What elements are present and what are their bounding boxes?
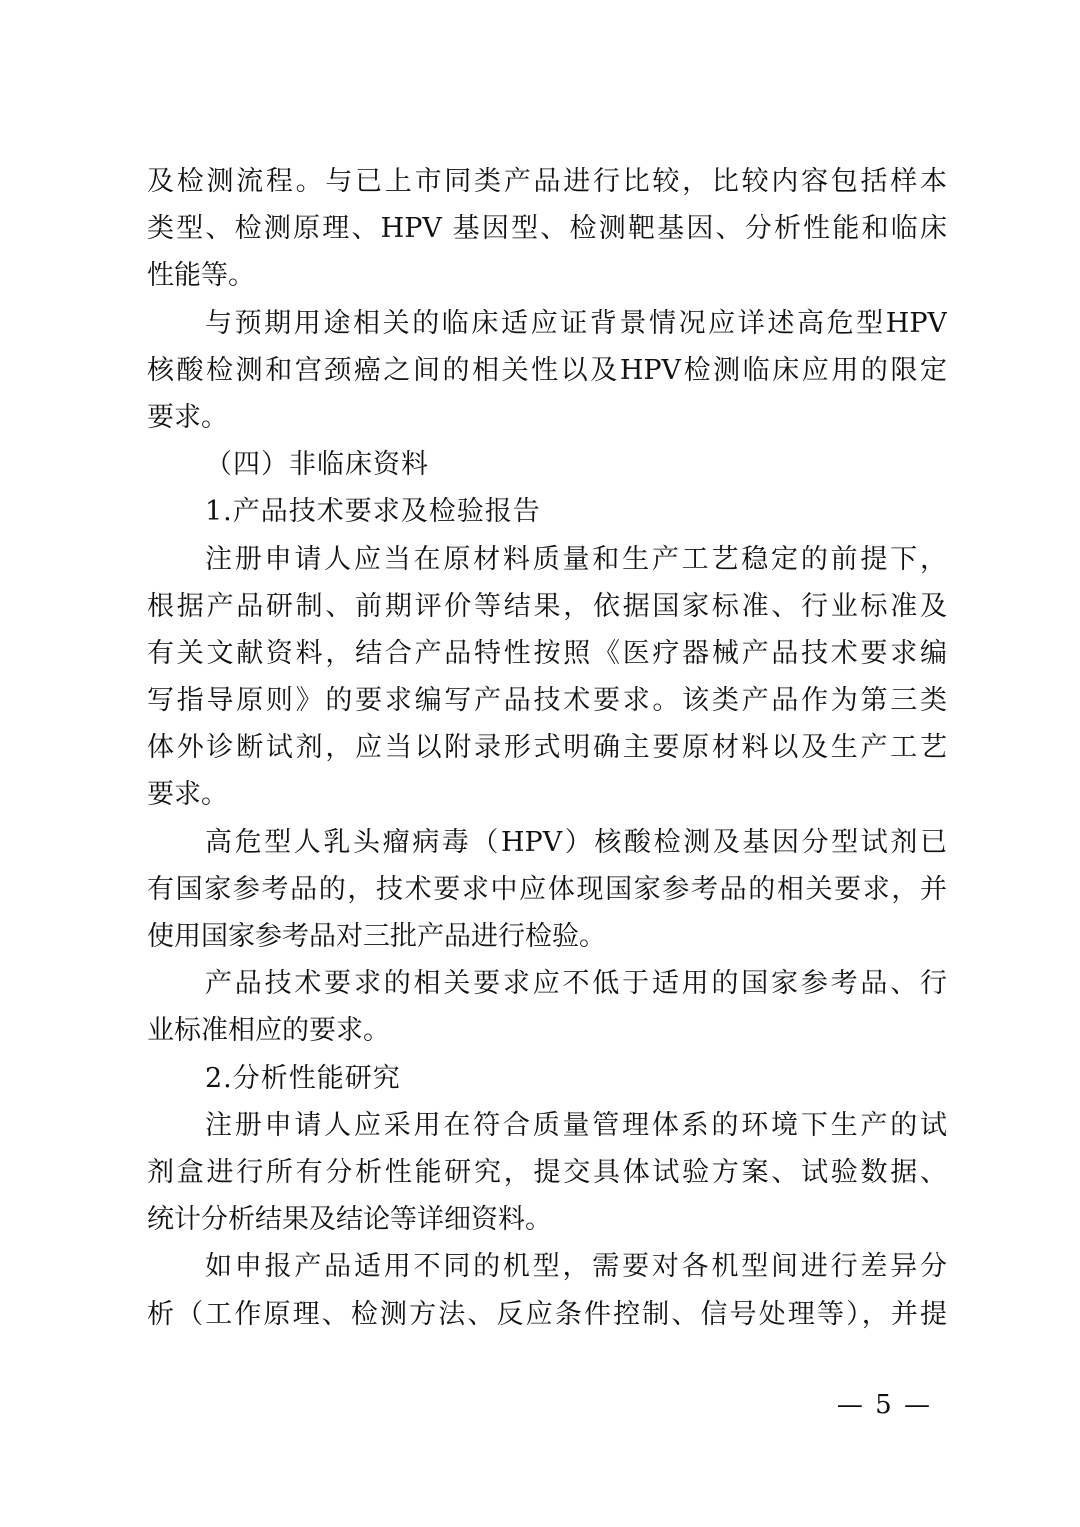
body-text-line: 根据产品研制、前期评价等结果，依据国家标准、行业标准及: [147, 590, 947, 622]
body-text-line: 析（工作原理、检测方法、反应条件控制、信号处理等），并提: [147, 1298, 947, 1330]
body-text-line: 剂盒进行所有分析性能研究，提交具体试验方案、试验数据、: [147, 1156, 947, 1188]
body-text-line: 核酸检测和宫颈癌之间的相关性以及HPV检测临床应用的限定: [147, 354, 947, 386]
section-heading: （四）非临床资料: [205, 449, 429, 481]
body-text-line: 高危型人乳头瘤病毒（HPV）核酸检测及基因分型试剂已: [205, 826, 947, 858]
body-text-line: 业标准相应的要求。: [147, 1015, 390, 1047]
body-text-line: 要求。: [147, 779, 228, 811]
body-text-line: 产品技术要求的相关要求应不低于适用的国家参考品、行: [205, 968, 947, 1000]
subsection-heading: 1.产品技术要求及检验报告: [205, 496, 541, 528]
body-text-line: 类型、检测原理、HPV 基因型、检测靶基因、分析性能和临床: [147, 213, 947, 245]
body-text-line: 有国家参考品的，技术要求中应体现国家参考品的相关要求，并: [147, 873, 947, 905]
body-text-line: 写指导原则》的要求编写产品技术要求。该类产品作为第三类: [147, 685, 947, 717]
body-text-line: 性能等。: [147, 260, 255, 292]
body-text-line: 与预期用途相关的临床适应证背景情况应详述高危型HPV: [205, 307, 947, 339]
body-text-line: 注册申请人应采用在符合质量管理体系的环境下生产的试: [205, 1109, 947, 1141]
body-text-line: 体外诊断试剂，应当以附录形式明确主要原材料以及生产工艺: [147, 732, 947, 764]
body-text-line: 及检测流程。与已上市同类产品进行比较，比较内容包括样本: [147, 166, 947, 197]
page-number: — 5 —: [836, 1390, 932, 1420]
body-text-line: 注册申请人应当在原材料质量和生产工艺稳定的前提下，: [205, 543, 947, 575]
document-body: [147, 158, 947, 1338]
body-text-line: 使用国家参考品对三批产品进行检验。: [147, 921, 606, 952]
body-text-line: 统计分析结果及结论等详细资料。: [147, 1204, 552, 1236]
subsection-heading: 2.分析性能研究: [205, 1062, 401, 1094]
body-text-line: 有关文献资料，结合产品特性按照《医疗器械产品技术要求编: [147, 637, 947, 669]
body-text-line: 要求。: [147, 401, 228, 433]
body-text-line: 如申报产品适用不同的机型，需要对各机型间进行差异分: [205, 1251, 947, 1283]
